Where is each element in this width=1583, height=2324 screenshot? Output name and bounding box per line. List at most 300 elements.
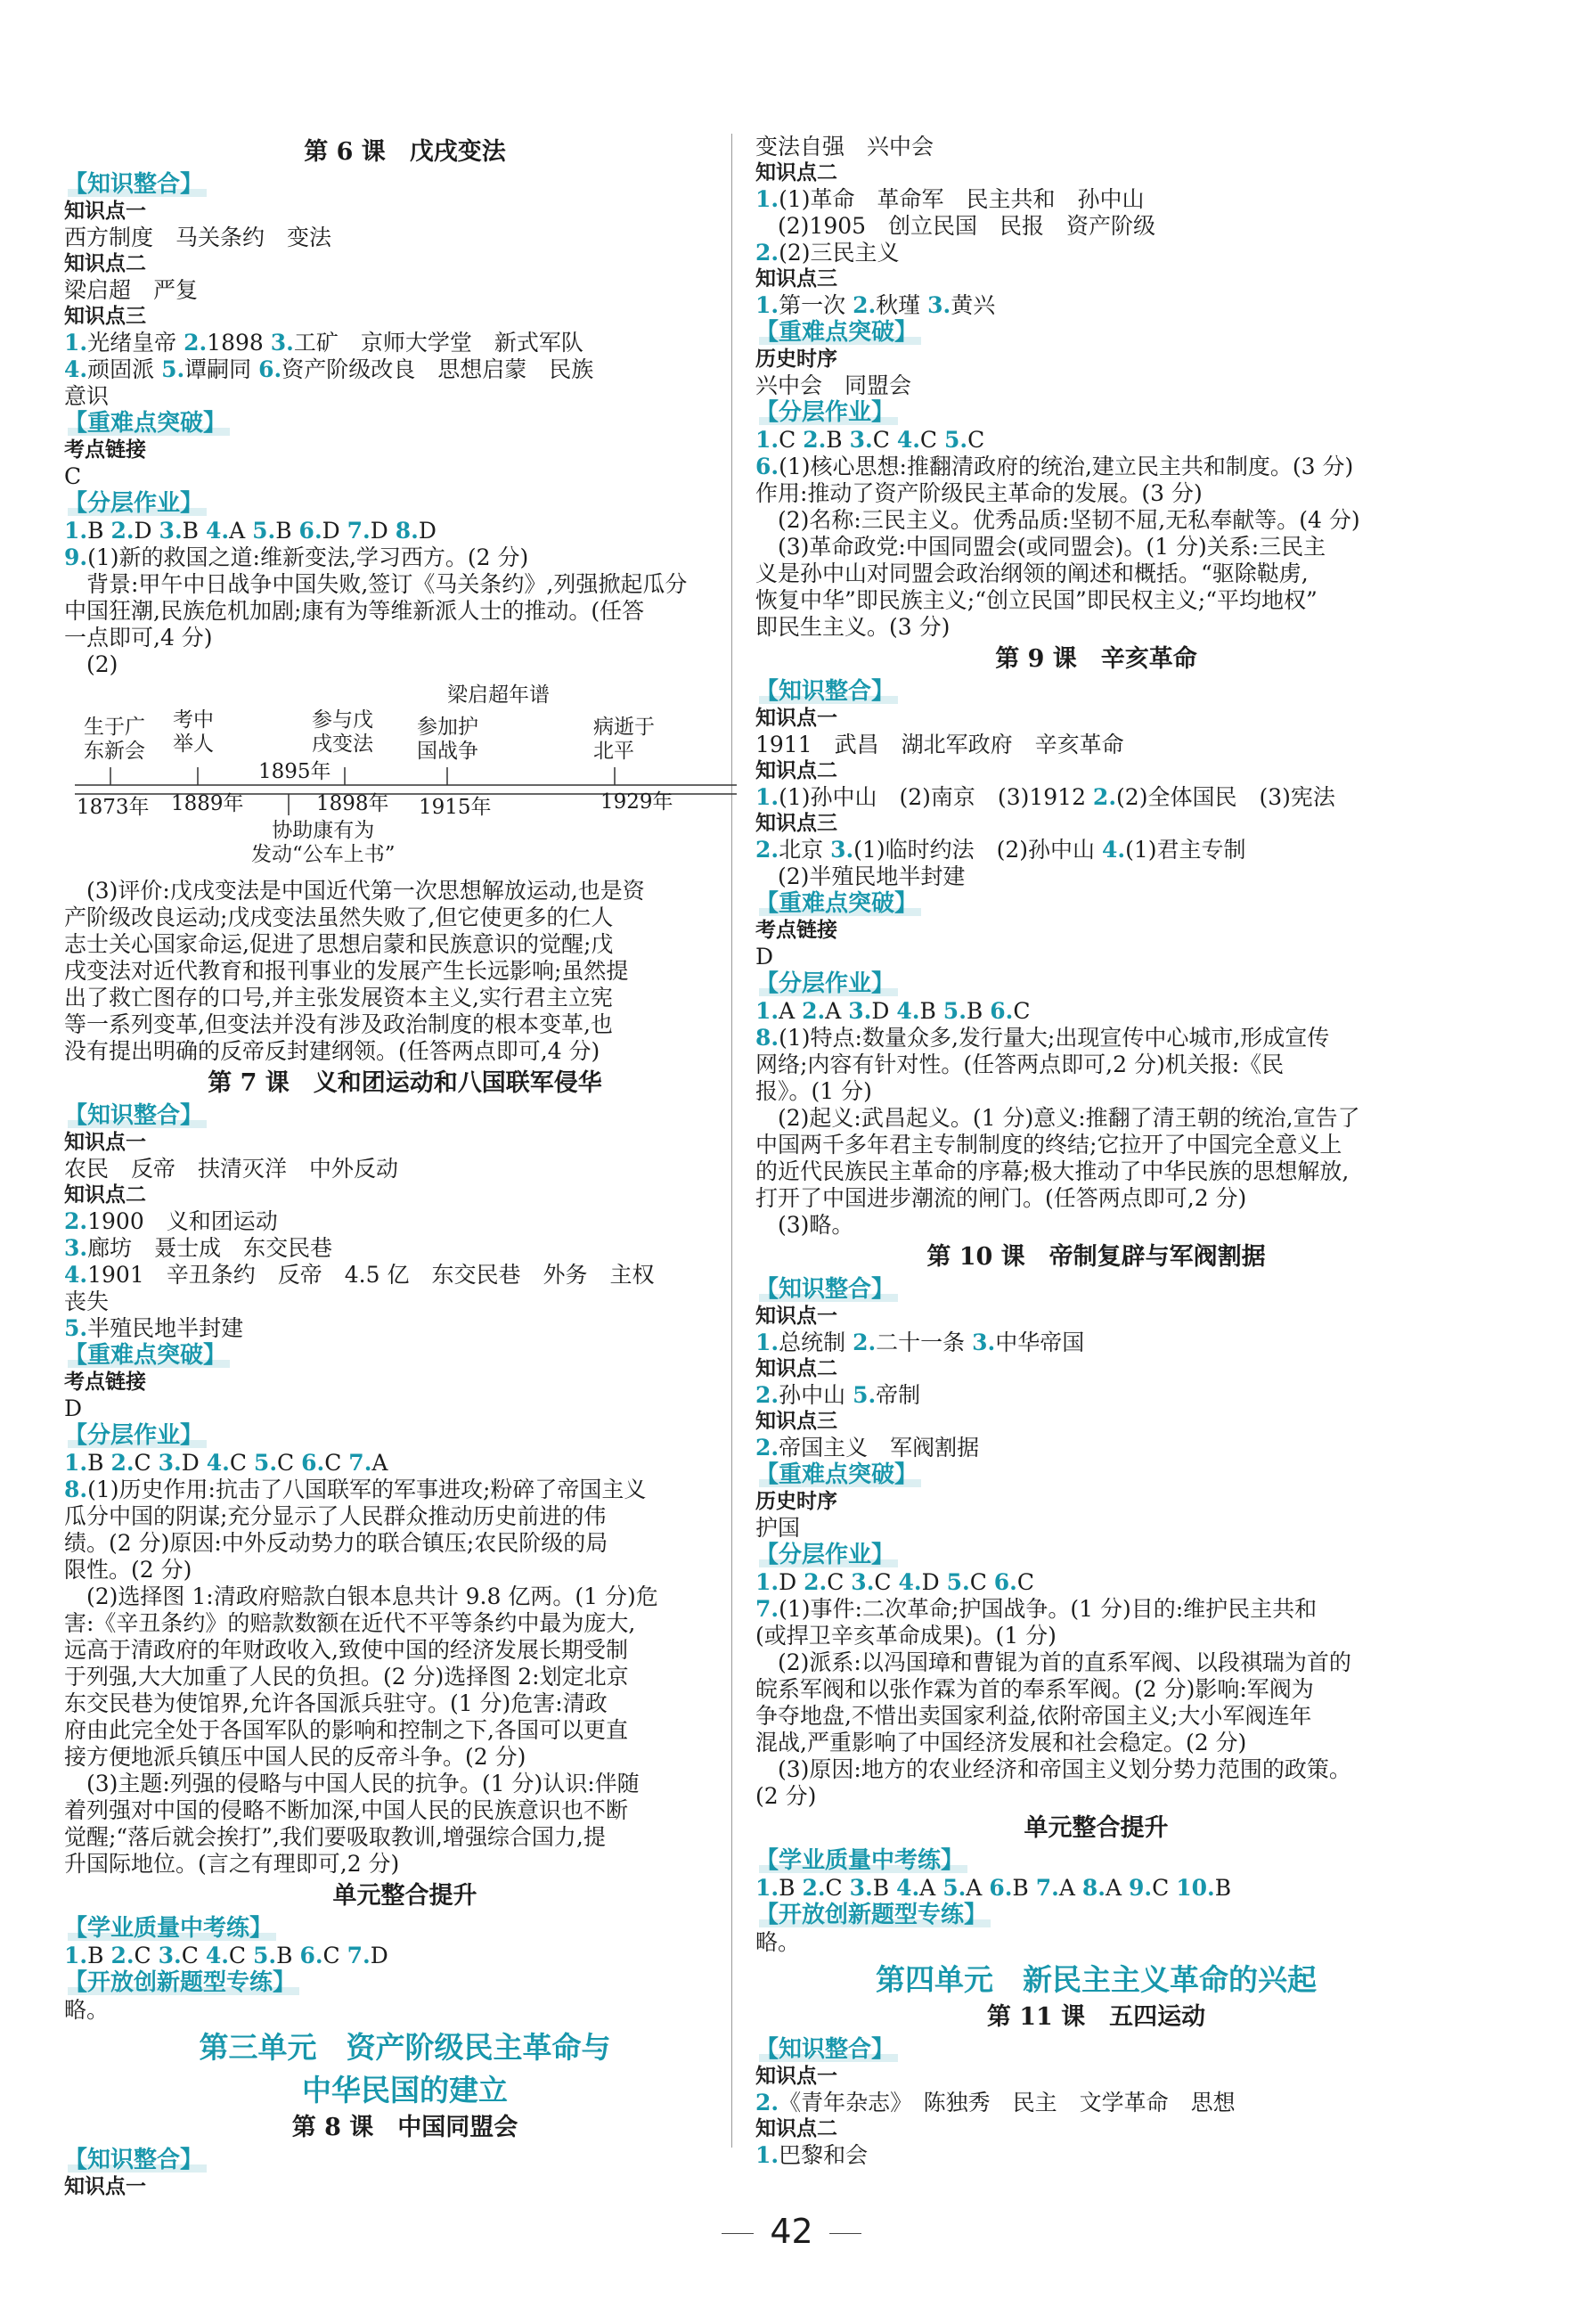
section-heading: 【开放创新题型专练】 [64,1969,299,1997]
item-number: 1. [64,330,88,356]
subsection-label: 知识点一 [64,200,146,223]
item-number: 2. [802,998,826,1024]
answer-item [755,2090,1437,2116]
item-number: 3. [270,330,294,356]
text-line: 农民 反帝 扶清灭洋 中外反动 [64,1156,399,1182]
item-text: C [872,427,897,453]
answer-item [64,1450,746,1477]
section-heading: 【知识整合】 [755,678,898,706]
item-text: C [969,1569,994,1595]
item-number: 4. [896,998,920,1024]
text-line: 争夺地盘,不惜出卖国家利益,依附帝国主义;大小军阀连年 [755,1703,1312,1729]
text-line: 瓜分中国的阴谋;充分显示了人民群众推动历史前进的伟 [64,1503,607,1529]
item-number: 7. [348,1450,372,1476]
timeline-year: 1873年 [77,796,150,819]
item-text: 总统制 [779,1330,853,1355]
text-line: 于列强,大大加重了人民的负担。(2 分)选择图 2:划定北京 [64,1664,629,1690]
timeline-event: 参与戊 戌变法 [312,708,373,756]
item-text: D [134,518,159,544]
text-line: 志士关心国家命运,促进了思想启蒙和民族意识的觉醒;戊 [64,931,614,957]
text-line: 义是孙中山对同盟会政治纲领的阐述和概括。“驱除鞑虏, [755,561,1309,586]
item-text: C [967,427,985,453]
item-text: 光绪皇帝 [87,330,184,356]
item-text: (2)全体国民 (3)宪法 [1116,784,1335,810]
item-number: 3. [64,1235,88,1261]
item-number: 7. [347,518,371,544]
section-heading-row [64,171,746,199]
item-number: 2. [853,1330,877,1355]
item-text: 巴黎和会 [779,2142,869,2168]
timeline-event: 考中 举人 [173,708,214,756]
text-line: 戌变法对近代教育和报刊事业的发展产生长远影响;虽然提 [64,958,629,984]
text-line: (2)名称:三民主义。优秀品质:坚韧不屈,无私奉献等。(4 分) [755,507,1360,533]
item-number: 1. [64,1943,88,1968]
item-number: 3. [830,837,854,863]
item-number: 4. [896,1875,920,1901]
section-heading-row [755,319,1437,347]
section-heading-row [64,1969,746,1997]
section-heading-row [755,2036,1437,2064]
item-number: 5. [64,1315,88,1341]
text-line: (2)选择图 1:清政府赔款白银本息共计 9.8 亿两。(1 分)危 [64,1583,658,1609]
answer-item [755,1875,1437,1902]
section-heading: 【分层作业】 [64,490,207,518]
item-text: 二十一条 [876,1330,973,1355]
subsection-label: 知识点一 [755,1305,837,1328]
item-text: B [966,998,991,1024]
unit-title: 第三单元 资产阶级民主革命与 [199,2030,611,2065]
text-line: 作用:推动了资产阶级民主革命的发展。(3 分) [755,480,1203,506]
section-heading: 【重难点突破】 [64,410,230,438]
item-text: D [779,1569,804,1595]
section-heading: 【开放创新题型专练】 [755,1902,991,1929]
item-text: D [322,518,347,544]
answer-item [755,837,1437,863]
item-number: 1. [755,998,779,1024]
text-line: 恢复中华”即民族主义;“创立民国”即民权主义;“平均地权” [755,587,1318,613]
lesson-title: 第 6 课 戊戌变法 [304,138,506,166]
left-column [64,134,746,2200]
answer-item [64,1477,746,1503]
item-text: 工矿 京师大学堂 新式军队 [293,330,583,356]
item-text: C [134,1450,159,1476]
section-heading: 【重难点突破】 [755,1461,921,1489]
answer-item [64,544,746,571]
answer-item [64,356,746,383]
item-number: 1. [755,2142,779,2168]
item-text: 《青年杂志》 陈独秀 民主 文学革命 思想 [779,2090,1236,2115]
page-number: 42 [0,2212,1583,2251]
subsection-label: 知识点一 [755,707,837,730]
item-text: C [779,427,804,453]
text-line: (2)半殖民地半封建 [755,863,966,889]
lesson-title: 第 10 课 帝制复辟与军阀割据 [926,1243,1266,1271]
item-text: A [779,998,803,1024]
item-text: B [872,1875,897,1901]
item-text: C [874,1569,899,1595]
item-number: 4. [64,1262,88,1288]
item-text: C [827,1569,852,1595]
text-line: (或捍卫辛亥革命成果)。(1 分) [755,1623,1057,1649]
item-number: 2. [755,1382,779,1408]
item-number: 5. [252,518,276,544]
item-number: 3. [848,998,872,1024]
item-text: 黄兴 [951,292,996,318]
subsection-label: 知识点二 [64,1183,146,1207]
timeline-year: 1915年 [419,796,492,819]
unit-title: 中华民国的建立 [302,2073,508,2107]
text-line: (3)主题:列强的侵略与中国人民的抗争。(1 分)认识:伴随 [64,1771,640,1796]
item-text: A [1105,1875,1129,1901]
item-text: 秋瑾 [876,292,928,318]
item-text: 1898 [207,330,271,356]
section-heading-row [64,2147,746,2174]
item-number: 2. [802,1875,826,1901]
item-text: A [966,1875,990,1901]
item-text: 孙中山 [779,1382,853,1408]
item-number: 1. [755,1330,779,1355]
lesson-title: 第 7 课 义和团运动和八国联军侵华 [208,1069,602,1097]
section-heading: 【学业质量中考练】 [755,1847,967,1875]
item-text: A [371,1450,388,1476]
item-text: (1)临时约法 (2)孙中山 [853,837,1102,863]
item-number: 9. [64,544,88,570]
item-text: A [825,998,849,1024]
item-text: B [1012,1875,1036,1901]
section-heading: 【学业质量中考练】 [64,1915,276,1943]
item-number: 5. [253,1943,277,1968]
section-heading-row [755,1276,1437,1304]
item-number: 4. [205,1943,229,1968]
subsection-label: 知识点三 [755,812,837,835]
text-line: 东交民巷为使馆界,允许各国派兵驻守。(1 分)危害:清政 [64,1690,608,1716]
text-line: 即民生主义。(3 分) [755,614,951,640]
item-number: 2. [755,240,779,266]
item-number: 6. [990,998,1014,1024]
section-heading-row [64,1915,746,1943]
item-number: 8. [64,1477,88,1502]
timeline-year: 1898年 [316,792,389,815]
answer-item [64,1315,746,1342]
item-number: 4. [205,518,230,544]
subsection-label: 知识点二 [64,252,146,275]
item-number: 1. [755,784,779,810]
text-line: 府由此完全处于各国军队的影响和控制之下,各国可以更直 [64,1717,628,1743]
item-text: B [1214,1875,1232,1901]
item-text: (1)事件:二次革命;护国战争。(1 分)目的:维护民主共和 [779,1596,1318,1622]
section-heading: 【知识整合】 [64,171,207,199]
right-column [755,134,1437,2169]
item-text: C [825,1875,850,1901]
subsection-label: 知识点一 [64,1131,146,1154]
answer-item [755,292,1437,319]
timeline-svg [64,682,741,876]
item-number: 4. [896,427,920,453]
timeline-year: 1895年 [258,760,331,783]
text-line: (2) [64,651,118,677]
subsection-label: 考点链接 [64,1371,146,1394]
item-text: (1)历史作用:抗击了八国联军的军事进攻;粉碎了帝国主义 [87,1477,647,1502]
answer-item [755,1025,1437,1052]
subsection-label: 知识点二 [755,1357,837,1380]
subsection-label: 知识点三 [755,1410,837,1433]
item-text: 帝国主义 军阀割据 [779,1435,980,1461]
subsection-label: 考点链接 [64,438,146,462]
item-number: 2. [64,1208,88,1234]
section-heading: 【重难点突破】 [755,890,921,918]
section-heading: 【知识整合】 [755,2036,898,2064]
lesson-title: 第 11 课 五四运动 [986,2003,1206,2031]
item-text: A [229,518,253,544]
text-line: 丧失 [64,1289,110,1314]
item-text: A [1058,1875,1082,1901]
item-text: C [1013,998,1031,1024]
text-line: (2)1905 创立民国 民报 资产阶级 [755,213,1156,239]
timeline-note: 协助康有为 发动“公车上书” [251,819,396,866]
item-number: 3. [972,1330,996,1355]
item-text: D [181,1450,207,1476]
item-text: B [87,1943,111,1968]
item-number: 5. [161,356,185,382]
timeline-year: 1929年 [600,790,673,814]
item-number: 6. [989,1875,1013,1901]
item-text: 1900 义和团运动 [87,1208,278,1234]
text-line: (3)革命政党:中国同盟会(或同盟会)。(1 分)关系:三民主 [755,534,1326,560]
text-line: 出了救亡图存的口号,并主张发展资本主义,实行君主立宪 [64,985,613,1011]
item-text: 中华帝国 [995,1330,1085,1355]
section-heading: 【分层作业】 [755,399,898,427]
timeline-event: 生于广 东新会 [84,716,145,763]
item-number: 7. [755,1596,779,1622]
section-heading-row [755,890,1437,918]
text-line: (3)原因:地方的农业经济和帝国主义划分势力范围的政策。 [755,1756,1351,1782]
answer-item [755,1330,1437,1356]
subsection-label: 知识点二 [755,2117,837,2140]
item-text: (1)君主专制 [1125,837,1246,863]
item-number: 5. [253,1450,278,1476]
item-text: C [181,1943,206,1968]
item-number: 6. [298,518,322,544]
text-line: (2 分) [755,1783,817,1809]
item-number: 2. [1092,784,1117,810]
subsection-label: 知识点一 [755,2065,837,2088]
section-heading-row [64,410,746,438]
item-number: 5. [944,427,968,453]
unit-title: 第四单元 新民主主义革命的兴起 [876,1962,1317,1997]
item-number: 2. [110,1943,135,1968]
text-line: 中国狂潮,民族危机加剧;康有为等维新派人士的推动。(任答 [64,598,645,624]
item-number: 1. [755,186,779,212]
item-number: 2. [755,1435,779,1461]
lesson-title: 单元整合提升 [1024,1814,1169,1842]
text-line: 变法自强 兴中会 [755,134,934,160]
text-line: 害:《辛丑条约》的赔款数额在近代不平等条约中最为庞大, [64,1610,636,1636]
subsection-label: 考点链接 [755,919,837,942]
item-text: 资产阶级改良 思想启蒙 民族 [282,356,594,382]
item-text: B [182,518,206,544]
item-number: 8. [1081,1875,1106,1901]
text-line: 混战,严重影响了中国经济发展和社会稳定。(2 分) [755,1730,1247,1755]
answer-item [64,1943,746,1969]
item-number: 6. [755,454,779,479]
section-heading-row [64,1342,746,1370]
item-number: 10. [1176,1875,1215,1901]
item-text: C [919,427,944,453]
text-line: (3)略。 [755,1212,854,1238]
item-text: 顽固派 [87,356,162,382]
answer-item [64,518,746,544]
item-number: 3. [849,1875,873,1901]
item-text: B [87,518,111,544]
section-heading-row [755,399,1437,427]
answer-item [755,186,1437,213]
text-line: 升国际地位。(言之有理即可,2 分) [64,1851,400,1877]
item-number: 4. [64,356,88,382]
item-number: 5. [853,1382,877,1408]
section-heading-row [755,1847,1437,1875]
lesson-title: 第 8 课 中国同盟会 [291,2114,518,2141]
item-number: 6. [301,1450,325,1476]
item-text: 帝制 [876,1382,921,1408]
text-line: 打开了中国进步潮流的闸门。(任答两点即可,2 分) [755,1185,1247,1211]
text-line: 一点即可,4 分) [64,625,213,651]
item-text: (1)革命 革命军 民主共和 孙中山 [779,186,1145,212]
item-text: C [1016,1569,1035,1595]
item-number: 9. [1129,1875,1153,1901]
answer-item [755,1382,1437,1409]
item-number: 3. [159,518,183,544]
item-text: (2)三民主义 [779,240,900,266]
text-line: 略。 [64,1997,110,2023]
item-number: 2. [755,2090,779,2115]
text-line: 梁启超 严复 [64,277,199,303]
text-line: 觉醒;“落后就会挨打”,我们要吸取教训,增强综合国力,提 [64,1824,606,1850]
item-text: C [229,1450,254,1476]
text-line: (2)起义:武昌起义。(1 分)意义:推翻了清王朝的统治,宣告了 [755,1105,1360,1131]
answer-item [755,1596,1437,1623]
item-number: 3. [851,1569,875,1595]
subsection-label: 历史时序 [755,348,837,371]
item-number: 7. [347,1943,371,1968]
answer-item [755,454,1437,480]
text-line: 意识 [64,383,110,409]
timeline-event: 参加护 国战争 [417,716,478,763]
lesson-title: 单元整合提升 [332,1882,477,1910]
item-number: 8. [395,518,419,544]
text-line: (2)派系:以冯国璋和曹锟为首的直系军阀、以段祺瑞为首的 [755,1649,1351,1675]
section-heading: 【分层作业】 [755,1542,898,1569]
text-line: (3)评价:戊戌变法是中国近代第一次思想解放运动,也是资 [64,878,645,904]
item-number: 1. [755,292,779,318]
item-text: B [779,1875,803,1901]
text-line: 兴中会 同盟会 [755,372,912,398]
text-line: 限性。(2 分) [64,1557,192,1583]
text-line: 远高于清政府的年财政收入,致使中国的经济发展长期受制 [64,1637,628,1663]
answer-item [755,1435,1437,1461]
item-text: C [134,1943,159,1968]
item-number: 6. [299,1943,323,1968]
item-number: 1. [64,518,88,544]
section-heading: 【分层作业】 [755,970,898,998]
item-text: 1901 辛丑条约 反帝 4.5 亿 东交民巷 外务 主权 [87,1262,655,1288]
subsection-label: 历史时序 [755,1490,837,1513]
item-text: 第一次 [779,292,853,318]
item-number: 2. [110,518,135,544]
section-heading-row [64,1422,746,1450]
item-number: 1. [755,1875,779,1901]
answer-item [64,1235,746,1262]
answer-item [755,2142,1437,2169]
section-heading-row [755,1902,1437,1929]
section-heading: 【分层作业】 [64,1422,207,1450]
subsection-label: 知识点三 [64,305,146,328]
text-line: 接方便地派兵镇压中国人民的反帝斗争。(2 分) [64,1744,526,1770]
text-line: 1911 武昌 湖北军政府 辛亥革命 [755,732,1124,757]
item-number: 5. [946,1569,970,1595]
answer-item [64,1262,746,1289]
item-text: D [871,998,897,1024]
subsection-label: 知识点一 [64,2175,146,2198]
item-number: 2. [110,1450,135,1476]
section-heading: 【重难点突破】 [64,1342,230,1370]
item-text: B [275,518,299,544]
item-text: B [826,427,850,453]
text-line: 报》。(1 分) [755,1078,872,1104]
item-text: D [921,1569,947,1595]
answer-item [755,427,1437,454]
item-number: 2. [803,427,827,453]
section-heading-row [755,1461,1437,1489]
item-text: 谭嗣同 [184,356,259,382]
item-number: 6. [258,356,282,382]
subsection-label: 知识点二 [755,161,837,184]
timeline-event: 病逝于 北平 [593,716,655,763]
item-text: C [277,1450,302,1476]
liang-qichao-timeline [64,682,746,876]
item-text: (1)孙中山 (2)南京 (3)1912 [779,784,1093,810]
text-line: 等一系列变革,但变法并没有涉及政治制度的根本变革,也 [64,1011,613,1037]
item-number: 8. [755,1025,779,1051]
text-line: 背景:甲午中日战争中国失败,签订《马关条约》,列强掀起瓜分 [64,571,688,597]
text-line: 西方制度 马关条约 变法 [64,225,332,250]
item-number: 3. [158,1943,182,1968]
text-line: 护国 [755,1515,801,1541]
item-text: B [919,998,943,1024]
item-text: C [1152,1875,1177,1901]
item-text: C [324,1450,349,1476]
item-text: D [418,518,437,544]
item-number: 4. [206,1450,230,1476]
text-line: 略。 [755,1929,801,1955]
text-line: D [64,1395,83,1421]
item-number: 3. [927,292,951,318]
section-heading: 【知识整合】 [755,1276,898,1304]
item-text: (1)核心思想:推翻清政府的统治,建立民主共和制度。(3 分) [779,454,1354,479]
item-text: (1)新的救国之道:维新变法,学习西方。(2 分) [87,544,529,570]
item-number: 6. [993,1569,1017,1595]
text-line: 没有提出明确的反帝反封建纲领。(任答两点即可,4 分) [64,1038,600,1064]
text-line: D [755,944,774,970]
section-heading: 【重难点突破】 [755,319,921,347]
text-line: 着列强对中国的侵略不断加深,中国人民的民族意识也不断 [64,1797,628,1823]
text-line: 产阶级改良运动;戊戌变法虽然失败了,但它使更多的仁人 [64,904,614,930]
answer-item [755,784,1437,811]
item-text: 北京 [779,837,831,863]
subsection-label: 知识点三 [755,267,837,290]
answer-item [755,240,1437,266]
text-line: 的近代民族民主革命的序幕;极大推动了中华民族的思想解放, [755,1158,1350,1184]
section-heading: 【知识整合】 [64,1102,207,1130]
